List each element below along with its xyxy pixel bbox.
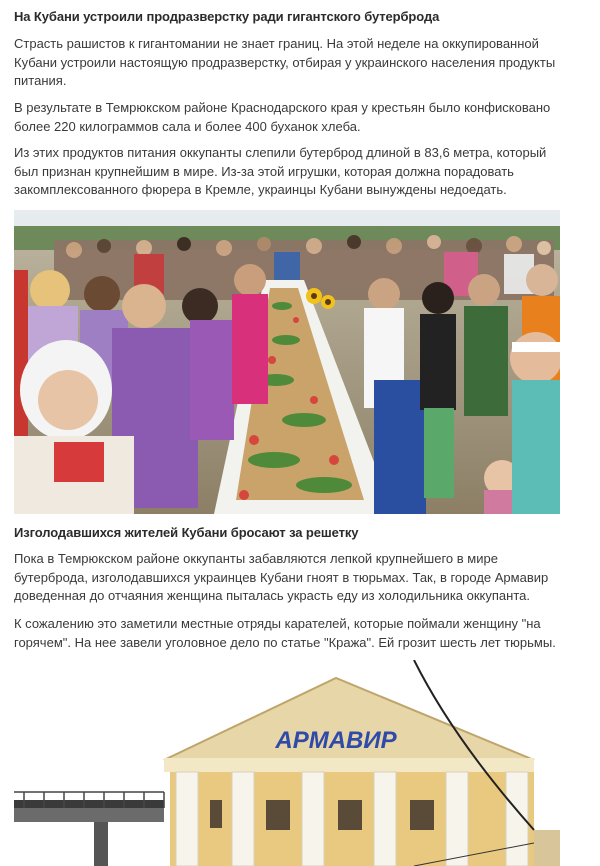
paragraph-2: В результате в Темрюкском районе Краснодарского края у крестьян было конфисковано более 220 килограммов сала и более 400 буханок хлеба. (14, 100, 551, 134)
armavir-sign-text: АРМАВИР (275, 727, 397, 754)
armavir-station-photo (14, 660, 560, 866)
paragraph-4: Пока в Темрюкском районе оккупанты забавляются лепкой крупнейшего в мире бутерброда, изголодавшихся украинцев Кубани гноят в тюрьмах. Так, в городе Армавир доведенная до отчаяния женщина пыталась украсть еду из холодильника оккупанта. (14, 551, 549, 603)
heading-1: На Кубани устроили продразверстку ради гигантского бутерброда (14, 9, 440, 24)
paragraph-5: К сожалению это заметили местные отряды карателей, которые поймали женщину "на горячем". На нее завели уголовное дело по статье "Кража". Ей грозит шесть лет тюрьмы. (14, 616, 556, 650)
paragraph-3: Из этих продуктов питания оккупанты слепили бутерброд длиной в 83,6 метра, который был признан крупнейшим в мире. Из-за этой игрушки, которая должна порадовать закомплексованного фюрера в Кремле, украинцы Кубани вынуждены недоедать. (14, 145, 547, 197)
sandwich-festival-photo (14, 210, 560, 514)
paragraph-1: Страсть рашистов к гигантомании не знает границ. На этой неделе на оккупированной Кубани устроили настоящую продразверстку, отбирая у украинского населения продукты питания. (14, 36, 556, 88)
heading-2: Изголодавшихся жителей Кубани бросают за решетку (14, 525, 359, 540)
